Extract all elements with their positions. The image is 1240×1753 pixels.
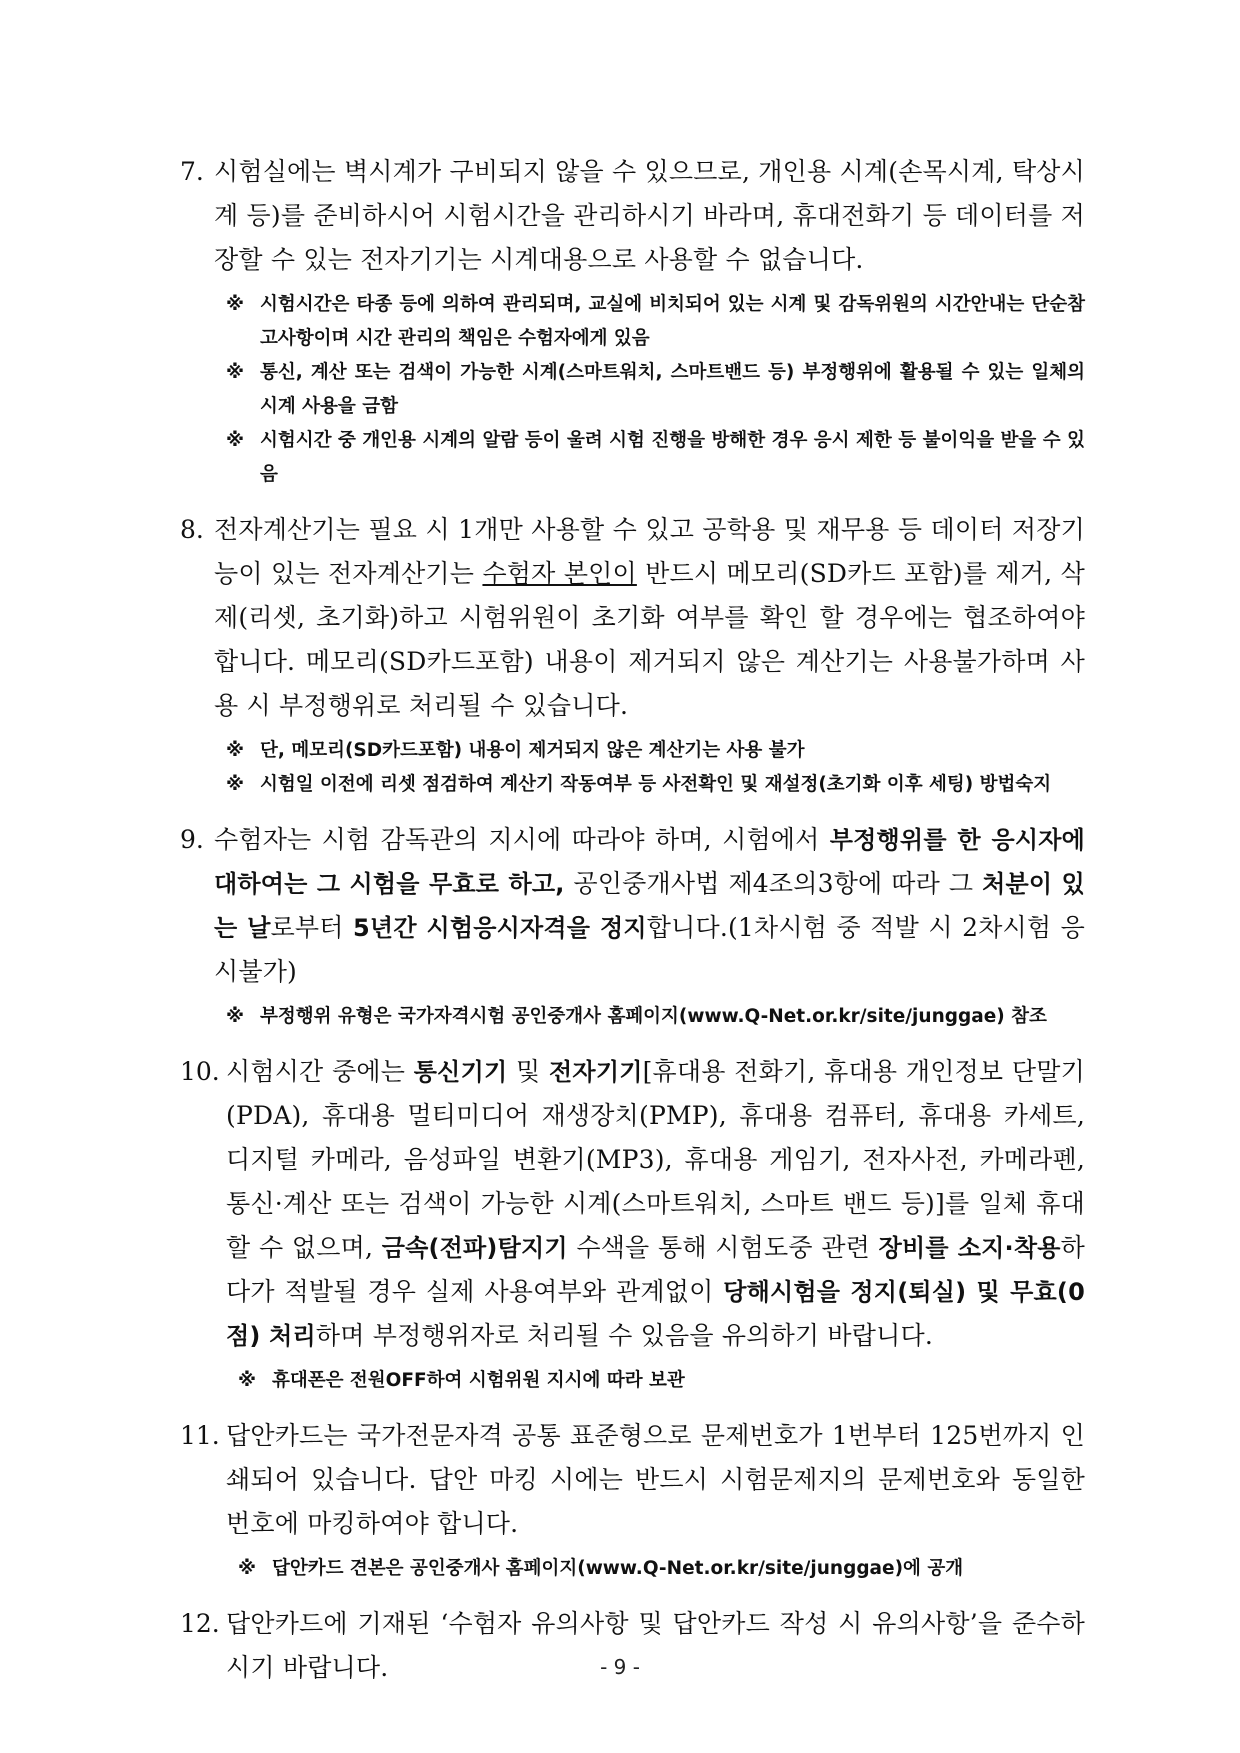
item-content bbox=[226, 1050, 1085, 1404]
text-segment: 전자계산기는 필요 시 1개만 사용할 수 있고 공학용 및 재무용 등 데이터 저장기능이 있는 전자계산기는 bbox=[214, 515, 1085, 588]
note bbox=[226, 1000, 1085, 1034]
note-text: 시험일 이전에 리셋 점검하여 계산기 작동여부 등 사전확인 및 재설정(초기화 이후 세팅) 방법숙지 bbox=[260, 774, 1052, 795]
text-segment: 답안카드는 국가전문자격 공통 표준형으로 문제번호가 1번부터 125번까지 인쇄되어 있습니다. 답안 마킹 시에는 반드시 시험문제지의 문제번호와 동일한 번호에 마킹하여야 합니다. bbox=[226, 1421, 1085, 1538]
item-8 bbox=[180, 508, 1085, 808]
text-segment: 수험자는 시험 감독관의 지시에 따라야 하며, 시험에서 bbox=[214, 825, 830, 854]
item-number: 10. bbox=[180, 1057, 220, 1086]
note-text: 부정행위 유형은 국가자격시험 공인중개사 홈페이지(www.Q-Net.or.kr/site/junggae) 참조 bbox=[260, 1006, 1047, 1027]
text-segment: 하며 부정행위자로 처리될 수 있음을 유의하기 바랍니다. bbox=[315, 1321, 933, 1350]
item-content bbox=[214, 150, 1085, 498]
text-segment: 공인중개사법 제4조의3항에 따라 그 bbox=[564, 869, 983, 898]
page-number: - 9 - bbox=[600, 1655, 640, 1679]
item-paragraph bbox=[214, 508, 1085, 728]
text-segment-bold: 당해시험을 정지(퇴실) 및 무효(0점) 처리 bbox=[226, 1278, 1085, 1350]
reference-mark-icon: ※ bbox=[226, 362, 244, 383]
note bbox=[226, 288, 1085, 356]
text-segment-bold: 5년간 시험응시자격을 정지 bbox=[353, 914, 647, 942]
text-segment-bold: 전자기기 bbox=[549, 1058, 643, 1086]
notes-list bbox=[226, 1000, 1085, 1034]
text-segment: 로부터 bbox=[270, 913, 354, 942]
note-text: 시험시간 중 개인용 시계의 알람 등이 울려 시험 진행을 방해한 경우 응시 제한 등 불이익을 받을 수 있음 bbox=[260, 430, 1085, 485]
text-segment-bold: 통신기기 bbox=[413, 1058, 508, 1086]
reference-mark-icon: ※ bbox=[226, 294, 244, 315]
item-content bbox=[214, 508, 1085, 808]
item-number: 9. bbox=[180, 825, 204, 854]
text-segment-underlined: 수험자 본인이 bbox=[482, 559, 637, 588]
note bbox=[226, 768, 1085, 802]
text-segment-bold: 부정행위를 한 응시자에 대하여는 그 시험을 무효로 하고, bbox=[214, 826, 1085, 898]
note bbox=[226, 356, 1085, 424]
text-segment: 하다가 적발될 경우 실제 사용여부와 관계없이 bbox=[226, 1233, 1086, 1306]
document-body bbox=[180, 150, 1085, 1700]
text-segment: 수색을 통해 시험도중 관련 bbox=[567, 1233, 879, 1262]
note bbox=[238, 1364, 1085, 1398]
item-content bbox=[226, 1414, 1085, 1592]
reference-mark-icon: ※ bbox=[226, 1006, 244, 1027]
text-segment: 답안카드에 기재된 ‘수험자 유의사항 및 답안카드 작성 시 유의사항’을 준수하시기 바랍니다. bbox=[226, 1609, 1085, 1682]
item-number: 12. bbox=[180, 1609, 220, 1638]
notes-list bbox=[226, 734, 1085, 802]
reference-mark-icon: ※ bbox=[226, 774, 244, 795]
reference-mark-icon: ※ bbox=[238, 1370, 256, 1391]
note-text: 답안카드 견본은 공인중개사 홈페이지(www.Q-Net.or.kr/site/junggae)에 공개 bbox=[272, 1558, 964, 1579]
text-segment-bold: 금속(전파)탐지기 bbox=[381, 1234, 568, 1262]
text-segment-bold: 처분이 있는 날 bbox=[214, 870, 1085, 942]
item-number: 8. bbox=[180, 515, 204, 544]
text-segment: 반드시 메모리(SD카드 포함)를 제거, 삭제(리셋, 초기화)하고 시험위원이 초기화 여부를 확인 할 경우에는 협조하여야 합니다. 메모리(SD카드포함) 내용이 제거되지 않은 계산기는 사용불가하며 사용 시 부정행위로 처리될 수 있습니다. bbox=[214, 559, 1085, 720]
reference-mark-icon: ※ bbox=[238, 1558, 256, 1579]
text-segment: [휴대용 전화기, 휴대용 개인정보 단말기(PDA), 휴대용 멀티미디어 재생장치(PMP), 휴대용 컴퓨터, 휴대용 카세트, 디지털 카메라, 음성파일 변환기(MP3), 휴대용 게임기, 전자사전, 카메라펜, 통신·계산 또는 검색이 가능한 시계(스마트워치, 스마트 밴드 등)]를 일체 휴대할 수 없으며, bbox=[226, 1057, 1085, 1262]
text-segment: 합니다.(1차시험 중 적발 시 2차시험 응시불가) bbox=[214, 913, 1085, 986]
item-11 bbox=[180, 1414, 1085, 1592]
notes-list bbox=[226, 288, 1085, 492]
item-9 bbox=[180, 818, 1085, 1040]
note-text: 휴대폰은 전원OFF하여 시험위원 지시에 따라 보관 bbox=[272, 1370, 685, 1391]
note-text: 단, 메모리(SD카드포함) 내용이 제거되지 않은 계산기는 사용 불가 bbox=[260, 740, 805, 761]
text-segment: 시험실에는 벽시계가 구비되지 않을 수 있으므로, 개인용 시계(손목시계, 탁상시계 등)를 준비하시어 시험시간을 관리하시기 바라며, 휴대전화기 등 데이터를 저장할 수 있는 전자기기는 시계대용으로 사용할 수 없습니다. bbox=[214, 157, 1085, 274]
note-text: 통신, 계산 또는 검색이 가능한 시계(스마트워치, 스마트밴드 등) 부정행위에 활용될 수 있는 일체의 시계 사용을 금함 bbox=[260, 362, 1085, 417]
item-paragraph bbox=[214, 150, 1085, 282]
item-paragraph bbox=[226, 1414, 1085, 1546]
note bbox=[226, 734, 1085, 768]
item-paragraph bbox=[226, 1050, 1085, 1358]
item-number: 11. bbox=[180, 1421, 220, 1450]
notes-list bbox=[238, 1552, 1085, 1586]
text-segment-bold: 장비를 소지·착용 bbox=[878, 1234, 1061, 1262]
item-paragraph bbox=[214, 818, 1085, 994]
note bbox=[226, 424, 1085, 492]
text-segment: 및 bbox=[507, 1057, 550, 1086]
item-number: 7. bbox=[180, 157, 204, 186]
item-10 bbox=[180, 1050, 1085, 1404]
note-text: 시험시간은 타종 등에 의하여 관리되며, 교실에 비치되어 있는 시계 및 감독위원의 시간안내는 단순참고사항이며 시간 관리의 책임은 수험자에게 있음 bbox=[260, 294, 1085, 349]
item-7 bbox=[180, 150, 1085, 498]
text-segment: 시험시간 중에는 bbox=[226, 1057, 414, 1086]
notes-list bbox=[238, 1364, 1085, 1398]
item-content bbox=[214, 818, 1085, 1040]
note bbox=[238, 1552, 1085, 1586]
reference-mark-icon: ※ bbox=[226, 430, 244, 451]
reference-mark-icon: ※ bbox=[226, 740, 244, 761]
